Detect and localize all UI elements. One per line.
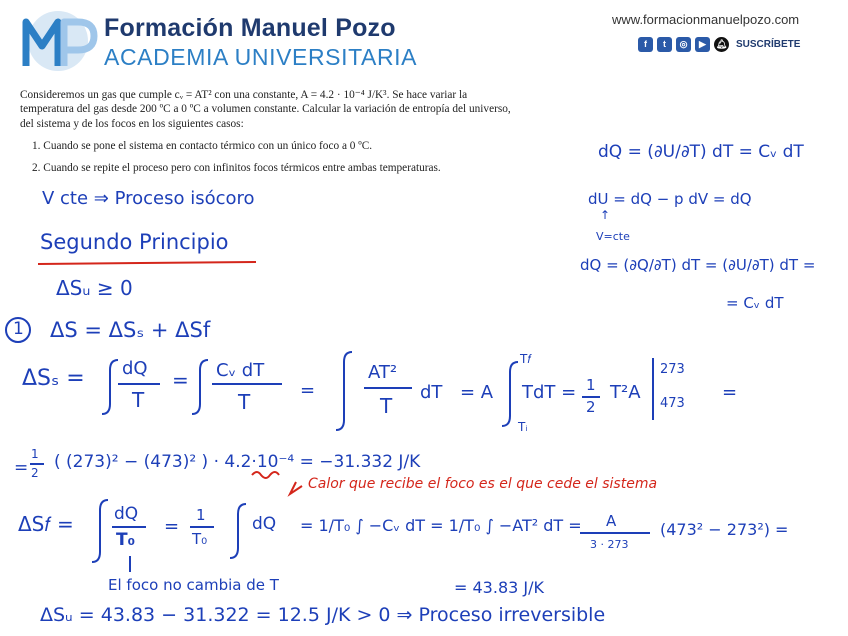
problem-line-1: Consideremos un gas que cumple cᵥ = AT² con una constante, A = 4.2 · 10⁻⁴ J/K³. Se hace variar la [20,89,468,101]
social-bar [638,34,800,54]
half-num: 1 [586,376,596,394]
dss-trailing-eq: = [722,382,738,403]
dsf-dq: dQ [114,504,139,524]
dss-a-factor: = A [460,382,494,403]
dsf-result: = 43.83 J/K [454,578,544,597]
dsf-dq2: dQ [252,514,277,534]
problem-line-3: del sistema y de los focos en los siguientes casos: [20,118,244,130]
note-segundo-principio: Segundo Principio [40,230,229,254]
dsf-lhs: ΔS𝑓 = [18,512,74,536]
brand-name: Formación Manuel Pozo [104,14,396,42]
foco-note: El foco no cambia de T [108,576,279,594]
note-inequality: ΔSᵤ ≥ 0 [56,276,133,300]
dsf-step2: = 1/T₀ ∫ −Cᵥ dT = 1/T₀ ∫ −AT² dT = [300,516,582,535]
side-arrow: ↑ [600,208,611,222]
side-vcte: V=cte [596,230,630,243]
side-du: dU = dQ − p dV = dQ [588,190,752,208]
dss-dq: dQ [122,358,148,379]
website-link[interactable]: www.formacionmanuelpozo.com [612,12,800,27]
twitter-icon[interactable]: t [657,37,672,52]
res-frac-den: 2 [31,466,39,480]
note-v-cte: V cte ⇒ Proceso isócoro [42,188,255,209]
academy-logo [18,8,100,74]
dsf-one: 1 [196,506,206,524]
int-lower: Tᵢ [518,420,528,434]
dsf-t0-b: T₀ [192,530,208,548]
dsf-a: A [606,512,617,530]
result-ss: ( (273)² − (473)² ) · 4.2·10⁻⁴ = −31.332 J/K [54,452,421,472]
dsf-eq: = [164,516,180,537]
side-dq: dQ = (∂U/∂T) dT = Cᵥ dT [598,142,804,162]
t2a: T²A [610,382,641,403]
facebook-icon[interactable]: f [638,37,653,52]
item-number: 1 [13,319,24,339]
dsf-den: 3 · 273 [590,538,629,551]
dss-at2: AT² [368,362,398,383]
dsu-line: ΔSᵤ = 43.83 − 31.322 = 12.5 J/K > 0 ⇒ Proceso irreversible [40,604,606,626]
half-den: 2 [586,398,596,416]
res-frac-num: 1 [31,447,39,461]
int-upper: T𝑓 [520,352,532,366]
bound-top: 273 [660,362,685,377]
problem-line-2: temperatura del gas desde 200 ºC a 0 ºC a volumen constante. Calcular la variación de entropía del universo, [20,103,511,115]
dss-eq1: = [172,368,189,392]
dss-t3: T [380,394,393,418]
res-eq: = [14,458,29,478]
dss-cvdt: Cᵥ dT [216,360,265,381]
dss-dt: dT [420,382,443,403]
note-delta-total: ΔS = ΔSₛ + ΔSf [50,318,211,342]
dss-lhs: ΔSₛ = [22,366,85,391]
dss-tdt: TdT = [522,382,577,403]
youtube-icon[interactable]: ▶ [695,37,710,52]
bound-bot: 473 [660,396,685,411]
side-dq2: dQ = (∂Q/∂T) dT = (∂U/∂T) dT = [580,256,816,274]
red-note: Calor que recibe el foco es el que cede el sistema [308,476,658,492]
problem-item-2: 2. Cuando se repite el proceso pero con infinitos focos térmicos entre ambas temperaturas. [32,162,441,174]
dss-eq2: = [300,380,316,401]
bell-icon[interactable]: 🔔︎ [714,37,729,52]
brand-subtitle: ACADEMIA UNIVERSITARIA [104,44,418,70]
dsf-paren: (473² − 273²) = [660,520,789,539]
dss-t: T [132,388,145,412]
subscribe-button[interactable]: SUSCRÍBETE [736,38,801,50]
problem-item-1: 1. Cuando se pone el sistema en contacto térmico con un único foco a 0 ºC. [32,140,373,152]
dsf-t0: T₀ [116,530,136,550]
dss-t2: T [238,390,251,414]
instagram-icon[interactable]: ◎ [676,37,691,52]
side-cvdt: = Cᵥ dT [726,294,784,312]
